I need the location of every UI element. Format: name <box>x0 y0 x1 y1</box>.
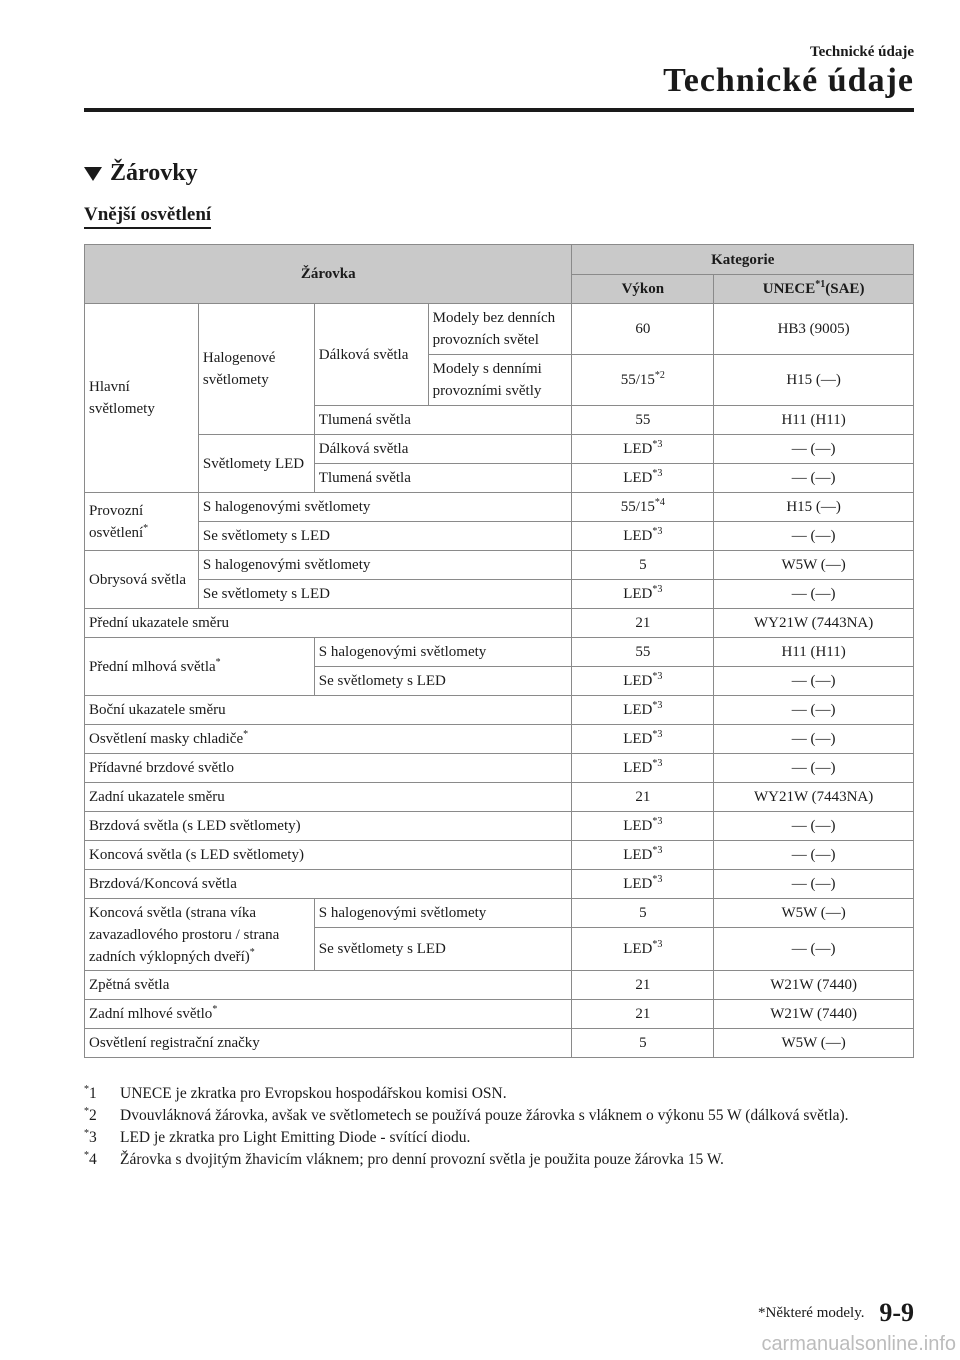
category-cell: WY21W (7443NA) <box>714 783 914 812</box>
footnote: *4 Žárovka s dvojitým žhavicím vláknem; pro denní provozní světla je použita pouze žárovka 15 W. <box>84 1149 724 1168</box>
power-cell: LED$^{*3}$ <box>572 667 714 696</box>
category-cell: — (—) <box>714 667 914 696</box>
category-cell: H11 (H11) <box>714 638 914 667</box>
row-label: Zpětná světla <box>85 971 572 1000</box>
row-label: Se světlomety s LED <box>314 928 572 971</box>
header-rule <box>84 108 914 112</box>
power-cell: 21 <box>572 971 714 1000</box>
power-cell: 55/15$^{*4}$ <box>572 493 714 522</box>
power-cell: LED$^{*3}$ <box>572 580 714 609</box>
category-cell: — (—) <box>714 812 914 841</box>
watermark: carmanualsonline.info <box>761 1333 956 1355</box>
power-cell: LED$^{*3}$ <box>572 870 714 899</box>
power-cell: LED$^{*3}$ <box>572 725 714 754</box>
category-cell: W21W (7440) <box>714 971 914 1000</box>
row-label: Boční ukazatele směru <box>85 696 572 725</box>
page-number: 9-9 <box>879 1298 914 1327</box>
category-cell: — (—) <box>714 580 914 609</box>
power-cell: LED$^{*3}$ <box>572 812 714 841</box>
power-cell: 60 <box>572 304 714 355</box>
header-bulb: Žárovka <box>85 245 572 304</box>
category-cell: W5W (—) <box>714 1029 914 1058</box>
row-label: Zadní ukazatele směru <box>85 783 572 812</box>
section-title-text: Žárovky <box>110 160 198 186</box>
row-label: S halogenovými světlomety <box>198 493 572 522</box>
row-label: Osvětlení masky chladiče* <box>85 725 572 754</box>
row-label: Koncová světla (s LED světlomety) <box>85 841 572 870</box>
models-footnote: *Některé modely. <box>758 1305 865 1321</box>
category-cell: HB3 (9005) <box>714 304 914 355</box>
row-label: Se světlomety s LED <box>198 580 572 609</box>
category-cell: — (—) <box>714 725 914 754</box>
footnote: *1 UNECE je zkratka pro Evropskou hospodářskou komisi OSN. <box>84 1083 507 1102</box>
power-cell: 55 <box>572 638 714 667</box>
footnote: *3 LED je zkratka pro Light Emitting Diode - svítící diodu. <box>84 1127 471 1146</box>
row-label: Brzdová/Koncová světla <box>85 870 572 899</box>
row-label: Modely bez denních provozních světel <box>428 304 572 355</box>
row-label: Přední ukazatele směru <box>85 609 572 638</box>
header-category: Kategorie <box>572 245 914 275</box>
power-cell: 5 <box>572 899 714 928</box>
row-label: Hlavní světlomety <box>85 304 199 493</box>
category-cell: — (—) <box>714 754 914 783</box>
category-cell: — (—) <box>714 464 914 493</box>
category-cell: — (—) <box>714 522 914 551</box>
category-cell: H15 (—) <box>714 493 914 522</box>
row-label: Světlomety LED <box>198 435 314 493</box>
row-label: Modely s denními provozními světly <box>428 355 572 406</box>
category-cell: — (—) <box>714 870 914 899</box>
row-label: Osvětlení registrační značky <box>85 1029 572 1058</box>
category-cell: H15 (—) <box>714 355 914 406</box>
row-label: S halogenovými světlomety <box>314 899 572 928</box>
power-cell: 5 <box>572 1029 714 1058</box>
row-label: Halogenové světlomety <box>198 304 314 435</box>
footnote: *2 Dvouvláknová žárovka, avšak ve světlometech se používá pouze žárovka s vláknem o výkonu 55 W (dálková světla). <box>84 1105 849 1124</box>
row-label: Se světlomety s LED <box>314 667 572 696</box>
row-label: Přídavné brzdové světlo <box>85 754 572 783</box>
header-small-title: Technické údaje <box>809 44 914 60</box>
row-label: Dálková světla <box>314 304 428 406</box>
header-unece: UNECE$^{*1}$(SAE) <box>714 275 914 304</box>
power-cell: LED$^{*3}$ <box>572 841 714 870</box>
section-title <box>84 160 198 187</box>
power-cell: 21 <box>572 1000 714 1029</box>
power-cell: 55/15$^{*2}$ <box>572 355 714 406</box>
power-cell: 5 <box>572 551 714 580</box>
bulb-table <box>84 244 914 1058</box>
power-cell: 21 <box>572 783 714 812</box>
category-cell: — (—) <box>714 696 914 725</box>
category-cell: W5W (—) <box>714 551 914 580</box>
row-label: S halogenovými světlomety <box>314 638 572 667</box>
power-cell: LED$^{*3}$ <box>572 435 714 464</box>
category-cell: W5W (—) <box>714 899 914 928</box>
power-cell: LED$^{*3}$ <box>572 754 714 783</box>
category-cell: — (—) <box>714 435 914 464</box>
row-label: Tlumená světla <box>314 406 572 435</box>
row-label: Přední mlhová světla* <box>85 638 315 696</box>
power-cell: 21 <box>572 609 714 638</box>
row-label: Brzdová světla (s LED světlomety) <box>85 812 572 841</box>
row-label: S halogenovými světlomety <box>198 551 572 580</box>
power-cell: LED$^{*3}$ <box>572 464 714 493</box>
row-label: Dálková světla <box>314 435 572 464</box>
header-title: Technické údaje <box>663 62 914 99</box>
row-label: Koncová světla (strana víka zavazadlového prostoru / strana zadních výklopných dveří)* <box>85 899 315 971</box>
row-label: Zadní mlhové světlo* <box>85 1000 572 1029</box>
row-label: Se světlomety s LED <box>198 522 572 551</box>
category-cell: H11 (H11) <box>714 406 914 435</box>
power-cell: 55 <box>572 406 714 435</box>
triangle-down-icon <box>84 167 102 181</box>
row-label: Obrysová světla <box>85 551 199 609</box>
category-cell: WY21W (7443NA) <box>714 609 914 638</box>
power-cell: LED$^{*3}$ <box>572 696 714 725</box>
footnotes <box>84 1083 914 1171</box>
power-cell: LED$^{*3}$ <box>572 522 714 551</box>
power-cell: LED$^{*3}$ <box>572 928 714 971</box>
category-cell: — (—) <box>714 928 914 971</box>
header-power: Výkon <box>572 275 714 304</box>
row-label: Tlumená světla <box>314 464 572 493</box>
category-cell: W21W (7440) <box>714 1000 914 1029</box>
subsection-title: Vnější osvětlení <box>84 204 211 229</box>
row-label: Provozní osvětlení* <box>85 493 199 551</box>
category-cell: — (—) <box>714 841 914 870</box>
